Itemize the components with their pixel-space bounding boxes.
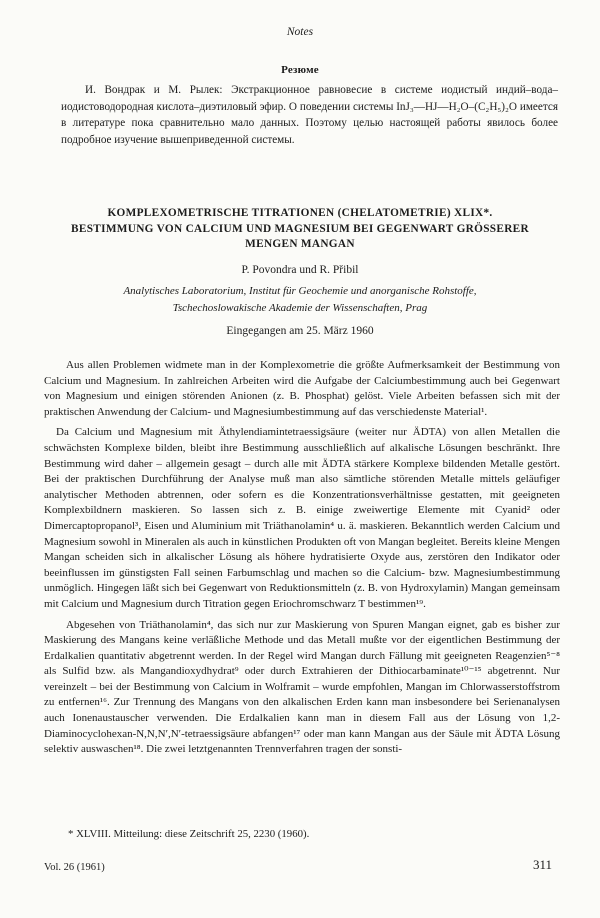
volume-label: Vol. 26 (1961) xyxy=(44,862,105,873)
body-paragraph: Abgesehen von Triäthanolamin⁴, das sich nur zur Maskierung von Spuren Mangan eignet, gab es bisher zur Maskierung des Mangans keine verläßliche Methode und das Metall mußte vor der eigentlichen Bestimmung der Erdalkalien quantitativ abgetrennt werden. In der Regel wird Mangan durch Fällung mit geeigneten Reagenzien⁵⁻⁸ als Sulfid bzw. als Mangandioxydhydrat⁹ oder durch Extrahieren der Dithiocarbaminate¹⁰⁻¹⁵ abgetrennt. Nur vereinzelt – bei der Bestimmung von Calcium in Wolframit – wurde empfohlen, Mangan im Chlorwasserstoffstrom zu entfernen¹⁶. Zur Trennung des Mangans von den alkalischen Erden kann man insbesondere bei Serienanalysen auch Ionenaustauscher verwenden. Die Erdalkalien kann man in diesem Fall aus der Lösung von 1,2-Diaminocyclohexan-N,N,N′,N′-tetraessigsäure abfangen¹⁷ oder man kann Mangan aus der Säule mit ÄDTA Lösung selektiv auswaschen¹⁸. Die zwei letztgenannten Trennverfahren tragen der sonsti- xyxy=(44,618,560,756)
article-title xyxy=(40,206,560,253)
resume-heading: Резюме xyxy=(281,64,319,76)
article-authors: P. Povondra und R. Přibil xyxy=(241,264,359,276)
article-title-line: KOMPLEXOMETRISCHE TITRATIONEN (CHELATOMETRIE) XLIX*. xyxy=(107,207,493,219)
resume-body xyxy=(61,82,558,148)
running-head: Notes xyxy=(286,26,314,38)
article-body xyxy=(44,358,560,763)
article-title-line: BESTIMMUNG VON CALCIUM UND MAGNESIUM BEI GEGENWART GRÖSSERER xyxy=(71,222,529,235)
author-affiliation xyxy=(0,283,600,317)
affiliation-line: Analytisches Laboratorium, Institut für Geochemie und anorganische Rohstoffe, xyxy=(123,285,477,297)
page-number: 311 xyxy=(533,857,553,872)
affiliation-line: Tschechoslowakische Akademie der Wissenschaften, Prag xyxy=(172,302,428,314)
body-paragraph: Aus allen Problemen widmete man in der Komplexometrie die größte Aufmerksamkeit der Bestimmung von Calcium und Magnesium. In zahlreichen Arbeiten wird die Aufgabe der Calciumbestimmung auch bei Gegenwart von Magnesium und einigen störenden Anionen (z. B. Phosphat) gelöst. Viele Arbeiten befassen sich mit der praktischen Anwendung der Calcium- und Magnesiumbestimmung auf das verschiedenste Material¹. xyxy=(44,359,560,418)
resume-paragraph: И. Вондрак и М. Рылек: Экстракционное равновесие в системе иодистый индий–вода–иодистоводородная кислота–диэтиловый эфир. О поведении системы InJ₃—HJ—H₂O–(C₂H₅)₂O имеется в литературе пока сравнительно мало данных. Поэтому целью настоящей работы явилось более подробное изучение вышеприведенной системы. xyxy=(61,84,558,146)
footnote: * XLVIII. Mitteilung: diese Zeitschrift 25, 2230 (1960). xyxy=(68,828,310,840)
body-paragraph: Da Calcium und Magnesium mit Äthylendiamintetraessigsäure (weiter nur ÄDTA) von allen Metallen die schwächsten Komplexe bilden, bleibt ihre Bestimmung ausschließlich auf alkalische Lösungen beschränkt. Ihre Bestimmung wird daher – allgemein gesagt – durch alle mit ÄDTA stärkere Komplexe bildenden Metalle gestört. Bei der praktischen Durchführung der Analyse muß man also sämtliche störenden Metalle mittels geläufiger analytischer Methoden abtrennen, oder sofern es die Konzentrationsverhältnisse gestatten, mit geeigneten Komplexbildnern maskieren. So lassen sich z. B. einige zweiwertige Elemente mit Cyanid² oder Dimercaptopropanol³, Eisen und Aluminium mit Triäthanolamin⁴ u. ä. maskieren. Bekanntlich werden Calcium und Magnesium sowohl in Mineralen als auch in künstlichen Produkten oft von Mangan begleitet. Bereits kleine Mengen Mangan scheiden sich in alkalischer Lösung als höhere hydratisierte Oxyde aus, zerstören den Indikator oder beeinflussen im günstigsten Fall seinen Farbumschlag und machen so die Calcium- bzw. Magnesiumbestimmung unmöglich. Hingegen läßt sich bei Gegenwart von Reduktionsmitteln (z. B. von Hydroxylamin) Mangan gemeinsam mit Calcium und Magnesium durch Titration gegen Eriochromschwarz T bestimmen¹⁹. xyxy=(44,426,560,610)
received-date: Eingegangen am 25. März 1960 xyxy=(226,325,374,337)
article-title-line: MENGEN MANGAN xyxy=(245,238,355,250)
